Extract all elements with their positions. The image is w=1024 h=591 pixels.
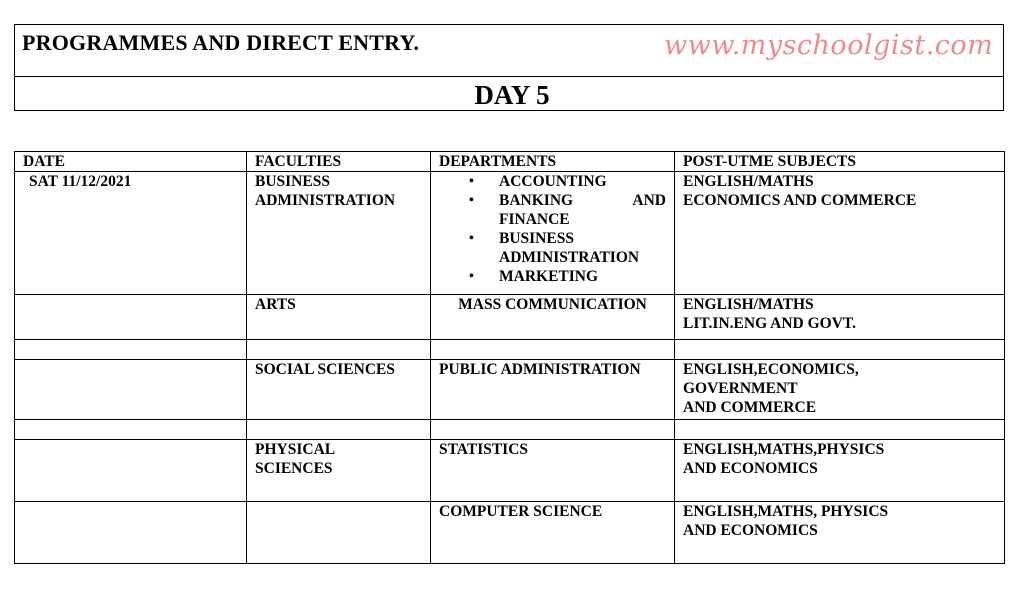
- date-cell: SAT 11/12/2021: [15, 172, 247, 295]
- department-line: • BANKING AND: [499, 192, 666, 209]
- table-row: [15, 502, 1005, 564]
- subject-line: ENGLISH,MATHS, PHYSICS: [683, 503, 889, 520]
- subject-line: ENGLISH/MATHS: [683, 296, 814, 313]
- department-list: [439, 172, 666, 286]
- faculty-line: SCIENCES: [255, 460, 333, 477]
- subject-line: AND ECONOMICS: [683, 522, 818, 539]
- subject-line: GOVERNMENT: [683, 380, 798, 397]
- subjects-cell: [675, 295, 1005, 340]
- department-item: [499, 229, 666, 267]
- subject-line: ECONOMICS AND COMMERCE: [683, 192, 917, 209]
- date-cell: [15, 360, 247, 420]
- subjects-cell: [675, 440, 1005, 502]
- date-cell: [15, 295, 247, 340]
- table-row: [15, 360, 1005, 420]
- table-header-row: [15, 152, 1005, 172]
- page-title: PROGRAMMES AND DIRECT ENTRY.: [22, 30, 420, 55]
- subject-line: ENGLISH/MATHS: [683, 173, 814, 190]
- department-line: • BUSINESS: [499, 230, 574, 247]
- date-cell: [15, 502, 247, 564]
- department-line: FINANCE: [499, 211, 570, 228]
- column-header-faculties: FACULTIES: [247, 152, 431, 172]
- spacer-row: [15, 420, 1005, 440]
- departments-cell: MASS COMMUNICATION: [431, 295, 675, 340]
- department-item: • MARKETING: [499, 267, 666, 286]
- column-header-departments: DEPARTMENTS: [431, 152, 675, 172]
- department-item: • ACCOUNTING: [499, 172, 666, 191]
- faculty-cell: [247, 172, 431, 295]
- subject-line: AND ECONOMICS: [683, 460, 818, 477]
- departments-cell: COMPUTER SCIENCE: [431, 502, 675, 564]
- faculty-line: ADMINISTRATION: [255, 192, 396, 209]
- table-row: [15, 440, 1005, 502]
- subject-line: LIT.IN.ENG AND GOVT.: [683, 315, 856, 332]
- faculty-cell: [247, 440, 431, 502]
- table-row: [15, 172, 1005, 295]
- schedule-table: [14, 151, 1005, 564]
- column-header-date: DATE: [15, 152, 247, 172]
- column-header-subjects: POST-UTME SUBJECTS: [675, 152, 1005, 172]
- subject-line: ENGLISH,MATHS,PHYSICS: [683, 441, 885, 458]
- subjects-cell: [675, 172, 1005, 295]
- faculty-line: PHYSICAL: [255, 441, 336, 458]
- departments-cell: STATISTICS: [431, 440, 675, 502]
- faculty-cell: SOCIAL SCIENCES: [247, 360, 431, 420]
- subject-line: AND COMMERCE: [683, 399, 817, 416]
- faculty-cell: ARTS: [247, 295, 431, 340]
- watermark: www.myschoolgist.com: [664, 30, 994, 61]
- subjects-cell: [675, 502, 1005, 564]
- faculty-line: BUSINESS: [255, 173, 330, 190]
- date-cell: [15, 440, 247, 502]
- department-item: [499, 191, 666, 229]
- subjects-cell: [675, 360, 1005, 420]
- faculty-cell: [247, 502, 431, 564]
- spacer-row: [15, 340, 1005, 360]
- table-row: [15, 295, 1005, 340]
- department-line: ADMINISTRATION: [499, 249, 640, 266]
- subject-line: ENGLISH,ECONOMICS,: [683, 361, 859, 378]
- departments-cell: PUBLIC ADMINISTRATION: [431, 360, 675, 420]
- day-title: DAY 5: [474, 80, 550, 110]
- departments-cell: [431, 172, 675, 295]
